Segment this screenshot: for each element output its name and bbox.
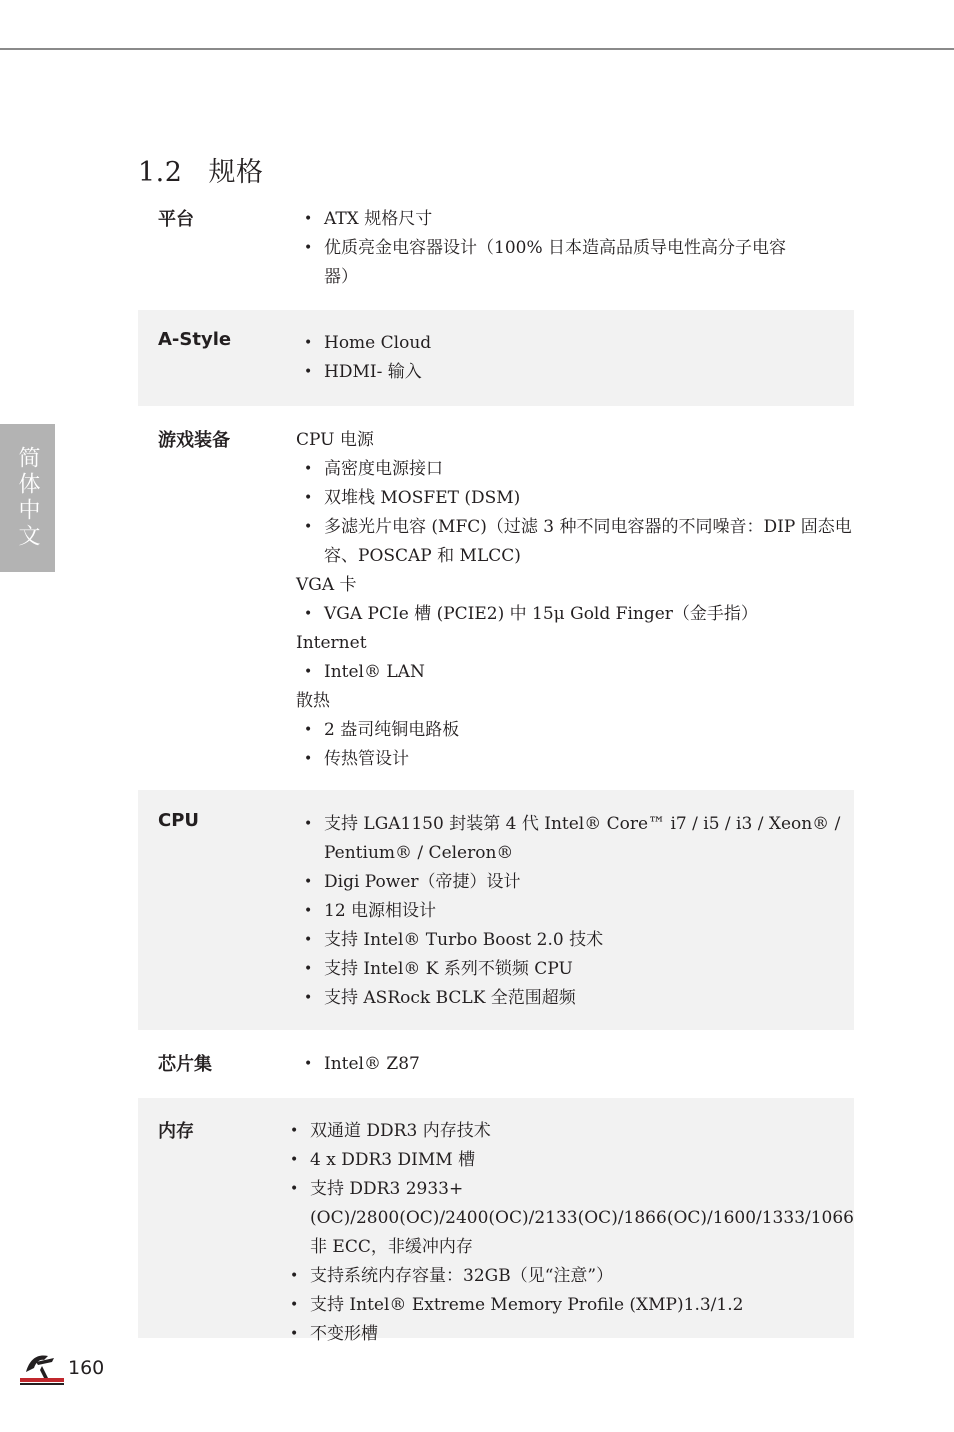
section-number: 1.2 [138,157,183,189]
list-item: • 传热管设计 [296,745,854,774]
section-title-text: 规格 [208,157,264,189]
spec-content [282,1117,854,1344]
list-item: • 支持 LGA1150 封装第 4 代 Intel® Core™ i7 / i5 / i3 / Xeon® / Pentium® / Celeron® [296,810,854,868]
list-item: • 双通道 DDR3 内存技术 [282,1117,854,1146]
spec-row-chipset [138,1030,854,1098]
section-title [138,150,263,189]
list-item: • ATX 规格尺寸 [296,205,854,234]
spec-label: 内存 [158,1121,194,1142]
list-item: • 支持 Intel® Extreme Memory Profile (XMP)1.3/1.2 [282,1291,854,1320]
language-side-tab [0,424,55,572]
list-item: • HDMI- 输入 [296,358,854,387]
list-item: • Intel® Z87 [296,1050,854,1079]
spec-content [296,426,854,790]
spec-table [138,190,854,1344]
list-item: • 4 x DDR3 DIMM 槽 [282,1146,854,1175]
list-item: • 双堆栈 MOSFET (DSM) [296,484,854,513]
list-item: • Home Cloud [296,329,854,358]
spec-content [296,205,854,310]
spec-content [296,1050,854,1098]
group-heading: 散热 [296,691,330,711]
spec-label: 平台 [158,209,194,230]
language-side-tab-label: 简体中文 [15,446,40,550]
list-item: • 支持 Intel® Turbo Boost 2.0 技术 [296,926,854,955]
list-item: • Intel® LAN [296,658,854,687]
list-item: • 多滤光片电容 (MFC)（过滤 3 种不同电容器的不同噪音：DIP 固态电容、POSCAP 和 MLCC) [296,513,854,571]
page-number: 160 [68,1357,105,1379]
spec-label: CPU [158,810,200,831]
list-item: • 2 盎司纯铜电路板 [296,716,854,745]
asrock-logo-icon [18,1350,66,1386]
list-item: • 支持 Intel® K 系列不锁频 CPU [296,955,854,984]
list-item: • 支持 DDR3 2933+(OC)/2800(OC)/2400(OC)/2133(OC)/1866(OC)/1600/1333/1066 非 ECC，非缓冲内存 [282,1175,854,1262]
list-item: • 支持 ASRock BCLK 全范围超频 [296,984,854,1013]
list-item: • 支持系统内存容量：32GB（见“注意”） [282,1262,854,1291]
list-item: • 不变形槽 [282,1320,854,1349]
spec-row-cpu [138,790,854,1030]
group-heading: Internet [296,633,367,653]
spec-label: 游戏装备 [158,430,230,451]
list-item: • 高密度电源接口 [296,455,854,484]
spec-content [296,329,854,406]
header-rule [0,48,954,50]
list-item: • Digi Power（帝捷）设计 [296,868,854,897]
spec-content [296,810,854,1030]
spec-row-a-style [138,310,854,406]
spec-row-gaming [138,406,854,790]
group-heading: VGA 卡 [296,575,357,595]
list-item: • 优质亮金电容器设计（100% 日本造高品质导电性高分子电容器） [296,234,804,292]
list-item: • 12 电源相设计 [296,897,854,926]
list-item: • VGA PCIe 槽 (PCIE2) 中 15μ Gold Finger（金手指） [296,600,854,629]
spec-label: 芯片集 [158,1054,212,1075]
spec-row-platform [138,190,854,310]
group-heading: CPU 电源 [296,430,374,450]
spec-label: A-Style [158,329,232,350]
spec-row-memory [138,1098,854,1344]
